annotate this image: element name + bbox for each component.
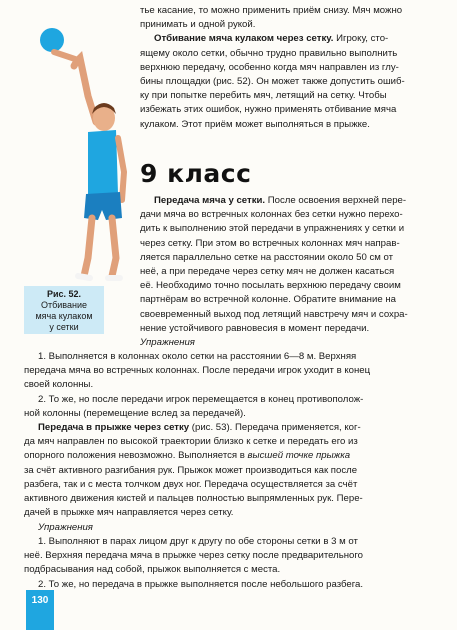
- volleyball-player-illustration: [18, 22, 128, 284]
- jump-pass-block: Передача в прыжке через сетку (рис. 53). Передача применяется, ког- да мяч направлен по высокой траектории близко к сетке и передать его из опорного положения невозможно. Выполняется в высшей точке прыжка за счёт активного разгибания рук. Прыжок может производиться как после разбега, так и с места толчком двух ног. Передача осуществляется за счёт активного движения кистей и пальцев полностью выпрямленных рук. Пере- дачей в прыжке мяч направляется через сетку.: [24, 422, 363, 519]
- otb-title: Отбивание мяча кулаком через сетку.: [154, 33, 334, 45]
- caption-title: Рис. 52.: [46, 289, 82, 299]
- caption-line: у сетки: [49, 322, 79, 332]
- top-text-block: тье касание, то можно применить приём снизу. Мяч можно принимать и одной рукой. Отбивание мяча кулаком через сетку. Игроку, сто- ящему около сетки, обычно трудно правильно выполнить верхнюю передачу, особенно когда мяч направлен из глу- бины площадки (рис. 52). Он может также допустить ошиб- ку при попытке перебить мяч, летящий на сетку. Чтобы избежать этих ошибок, нужно применять отбивание мяча кулаком. Этот приём может выполняться в прыжке.: [140, 5, 405, 130]
- caption-line: Отбивание: [41, 300, 87, 310]
- peredacha-block: Передача мяча у сетки. После освоения верхней пере- дачи мяча во встречных колоннах без сетки нужно перехо- дить к выполнению этой передачи в упражнениях у сетки и через сетку. При этом во встречных колоннах мяч направ- ляется параллельно сетке на расстоянии около 50 см от неё, а при передаче через сетку мяч не должен касаться её. Необходимо точно посылать верхнюю передачу своим партнёрам во встречной колонне. Обратите внимание на своевременный выход под летящий навстречу мяч и сохра- нение устойчивого равновесия в момент передачи.: [140, 195, 408, 334]
- caption-line: мяча кулаком: [35, 311, 93, 321]
- section-title: 9 класс: [140, 159, 252, 188]
- peredacha-title: Передача мяча у сетки.: [154, 195, 266, 206]
- exercises-heading-1: Упражнения: [140, 337, 195, 348]
- exercises-list-1: 1. Выполняется в колоннах около сетки на расстоянии 6—8 м. Верхняя передача мяча во встречных колоннах. После передачи игрок уходит в конец своей колонны. 2. То же, но после передачи игрок перемещается в конец противополож- ной колонны (перемещение вслед за передачей).: [24, 351, 371, 419]
- jump-title: Передача в прыжке через сетку: [38, 422, 190, 433]
- page-number: 130: [26, 590, 54, 630]
- figure-caption: [24, 286, 104, 334]
- ball-icon: [40, 28, 64, 52]
- exercises-list-2: 1. Выполняют в парах лицом друг к другу по обе стороны сетки в 3 м от неё. Верхняя передача мяча в прыжке через сетку после предварительного подбрасывания над собой, прыжок выполняется с места. 2. То же, но передача в прыжке выполняется после небольшого разбега.: [24, 536, 364, 590]
- exercises-heading-2: Упражнения: [38, 522, 93, 533]
